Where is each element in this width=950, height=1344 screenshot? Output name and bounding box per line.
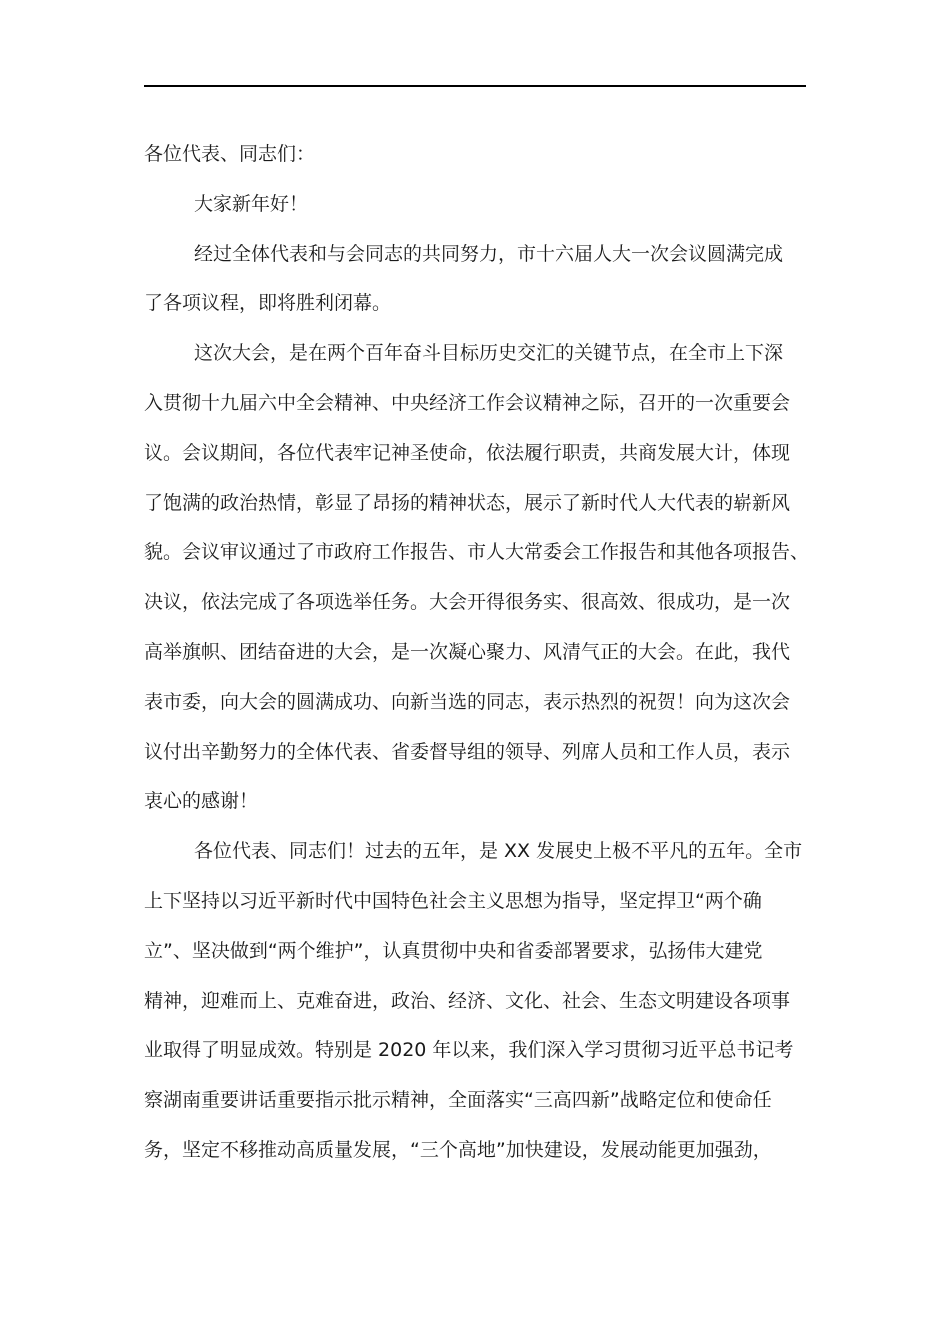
header-rule (144, 85, 806, 87)
text-line: 经过全体代表和与会同志的共同努力，市十六届人大一次会议圆满完成 (194, 242, 784, 265)
text-line: 了饱满的政治热情，彰显了昂扬的精神状态，展示了新时代人大代表的崭新风 (144, 491, 791, 514)
text-line: 决议，依法完成了各项选举任务。大会开得很务实、很高效、很成功，是一次 (144, 591, 791, 614)
text-line: 大家新年好！ (194, 192, 309, 215)
text-line: 了各项议程，即将胜利闭幕。 (144, 292, 392, 315)
text-line: 高举旗帜、团结奋进的大会，是一次凝心聚力、风清气正的大会。在此，我代 (144, 640, 791, 663)
text-line: 各位代表、同志们！过去的五年，是 XX 发展史上极不平凡的五年。全市 (194, 840, 803, 863)
text-line: 业取得了明显成效。特别是 2020 年以来，我们深入学习贯彻习近平总书记考 (144, 1039, 794, 1062)
text-line: 议。会议期间，各位代表牢记神圣使命，依法履行职责，共商发展大计，体现 (144, 441, 791, 464)
text-line: 表市委，向大会的圆满成功、向新当选的同志，表示热烈的祝贺！向为这次会 (144, 690, 791, 713)
text-line: 精神，迎难而上、克难奋进，政治、经济、文化、社会、生态文明建设各项事 (144, 989, 791, 1012)
text-line: 各位代表、同志们： (144, 143, 316, 165)
text-line: 察湖南重要讲话重要指示批示精神，全面落实“三高四新”战略定位和使命任 (144, 1089, 772, 1112)
text-line: 议付出辛勤努力的全体代表、省委督导组的领导、列席人员和工作人员，表示 (144, 740, 791, 763)
text-line: 务，坚定不移推动高质量发展，“三个高地”加快建设，发展动能更加强劲， (144, 1138, 772, 1161)
document-body (144, 130, 810, 1176)
text-line: 貌。会议审议通过了市政府工作报告、市人大常委会工作报告和其他各项报告、 (144, 541, 810, 564)
text-line: 这次大会，是在两个百年奋斗目标历史交汇的关键节点，在全市上下深 (194, 342, 784, 365)
text-line: 立”、坚决做到“两个维护”，认真贯彻中央和省委部署要求，弘扬伟大建党 (144, 939, 763, 962)
text-line: 衷心的感谢！ (144, 790, 259, 813)
text-line: 上下坚持以习近平新时代中国特色社会主义思想为指导，坚定捍卫“两个确 (144, 889, 762, 912)
text-line: 入贯彻十九届六中全会精神、中央经济工作会议精神之际，召开的一次重要会 (144, 391, 791, 414)
